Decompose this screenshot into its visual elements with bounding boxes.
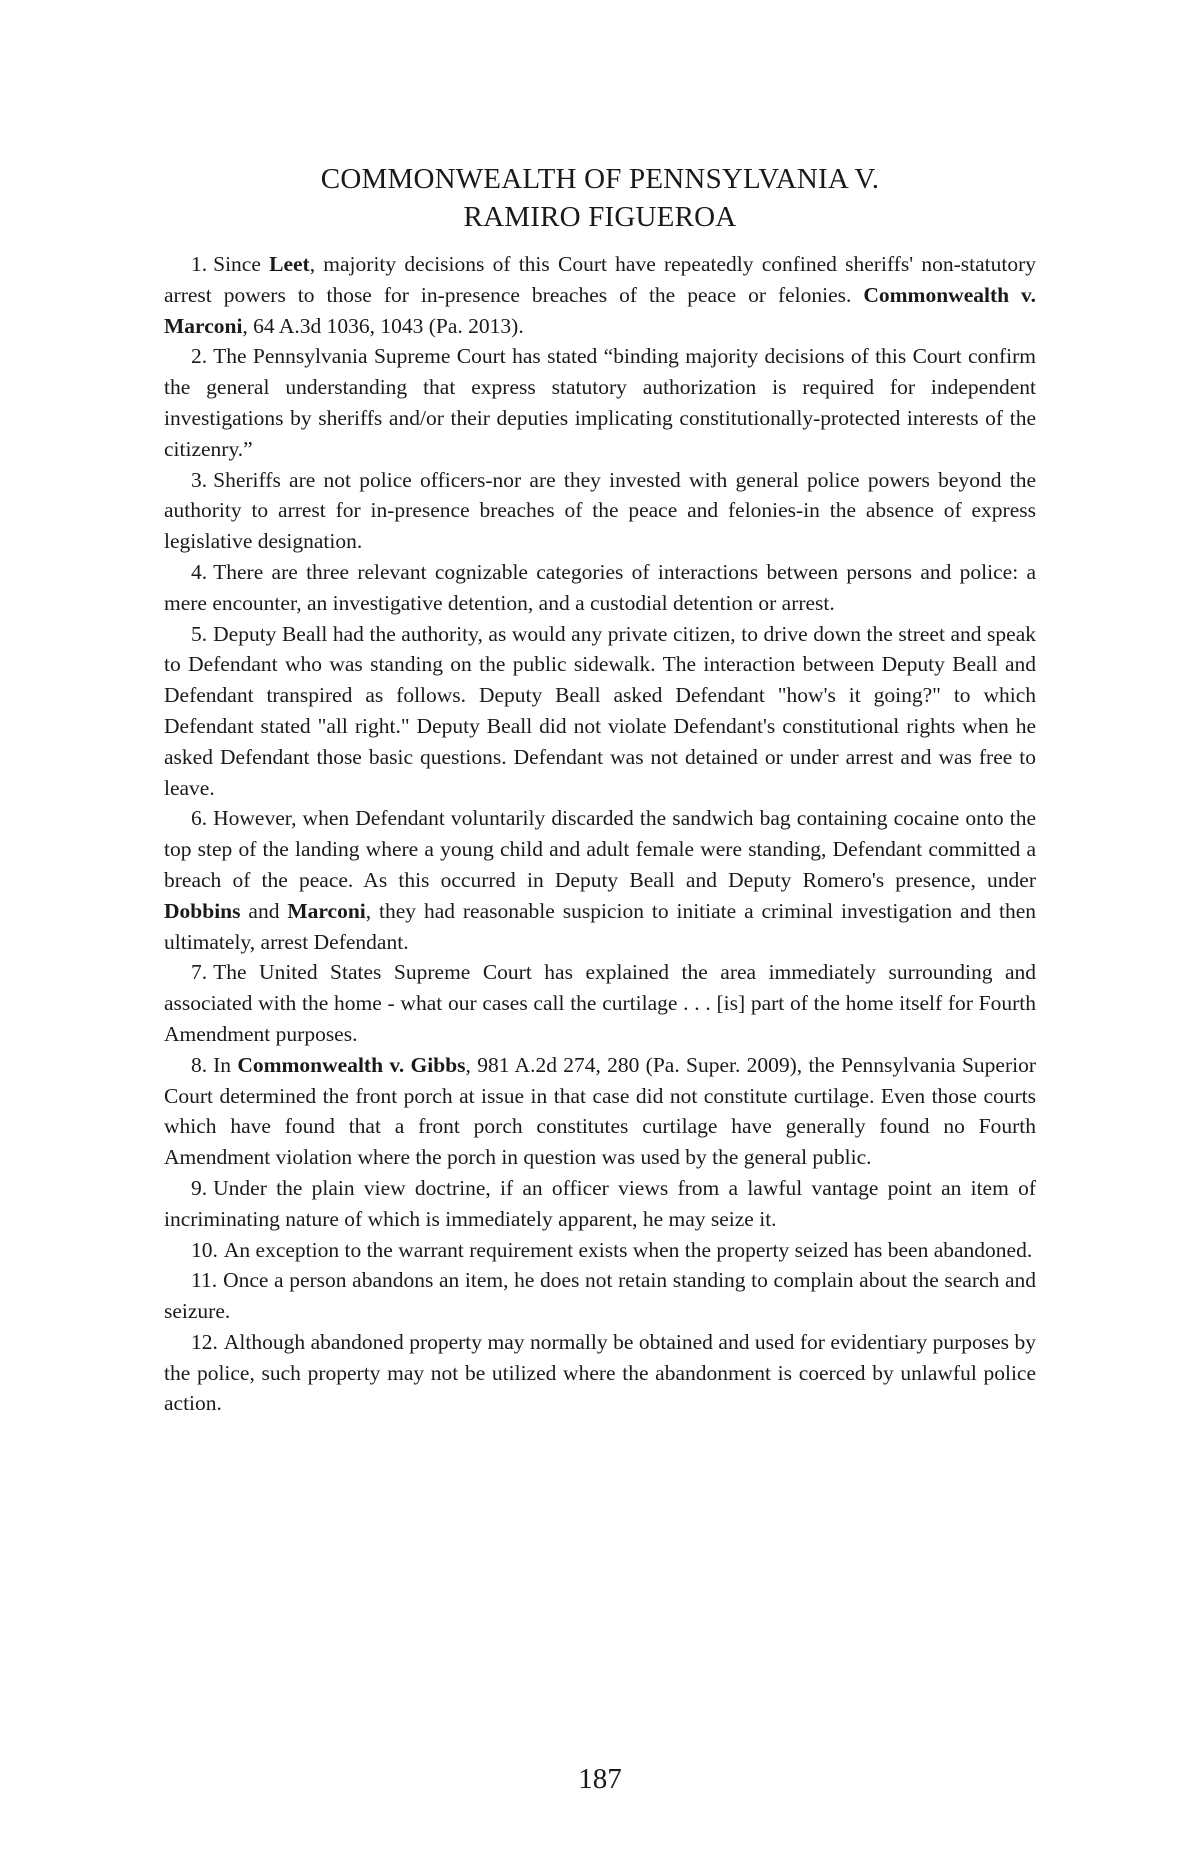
headnote-text: Under the plain view doctrine, if an officer views from a lawful vantage point an item of incriminating nature of which is immediately apparent, he may seize it. [164,1175,1036,1231]
headnote-text: However, when Defendant voluntarily discarded the sandwich bag containing cocaine onto the top step of the landing where a young child and adult female were standing, Defendant committed a breach of the peace. As this occurred in Deputy Beall and Deputy Romero's presence, under [164,806,1036,892]
headnote-number: 9. [191,1175,208,1200]
headnote-number: 8. [191,1052,208,1077]
case-citation: Dobbins [164,898,241,923]
headnote-text: Since [213,252,270,276]
headnote-paragraph [164,1050,1036,1173]
headnote-paragraph [164,803,1036,957]
headnote-text: The Pennsylvania Supreme Court has stated “binding majority decisions of this Court confirm the general understanding that express statutory authorization is required for independent investigations by sheriffs and/or their deputies implicating constitutionally-protected interests of the citizenry.” [164,344,1036,461]
headnote-number: 6. [191,806,208,831]
headnote-paragraph [164,957,1036,1049]
headnote-number: 3. [191,467,208,492]
page-number: 187 [578,1763,622,1795]
headnote-number: 11. [191,1268,218,1293]
headnote-text: , 64 A.3d 1036, 1043 (Pa. 2013). [242,313,524,338]
headnote-number: 7. [191,960,208,985]
headnote-number: 1. [191,252,208,276]
headnote-text: There are three relevant cognizable categories of interactions between persons and police: a mere encounter, an investigative detention, and a custodial detention or arrest. [164,559,1036,615]
headnote-paragraph [164,1173,1036,1235]
headnote-number: 2. [191,344,208,369]
headnote-text: Deputy Beall had the authority, as would any private citizen, to drive down the street and speak to Defendant who was standing on the public sidewalk. The interaction between Deputy Beall and Defendant transpired as follows. Deputy Beall asked Defendant "how's it going?" to which Defendant stated "all right." Deputy Beall did not violate Defendant's constitutional rights when he asked Defendant those basic questions. Defendant was not detained or under arrest and was free to leave. [164,621,1036,800]
headnote-text: , 981 A.2d 274, 280 (Pa. Super. 2009), the Pennsylvania Superior Court determined the front porch at issue in that case did not constitute curtilage. Even those courts which have found that a front porch constitutes curtilage have generally found no Fourth Amendment violation where the porch in question was used by the general public. [164,1052,1036,1170]
case-title-line-2: RAMIRO FIGUEROA [463,201,737,233]
case-citation: Marconi [287,898,366,923]
headnote-paragraph [164,341,1036,464]
headnote-paragraph [164,249,1036,341]
headnote-text: and [240,898,288,923]
headnote-text: Sheriffs are not police officers-nor are they invested with general police powers beyond the authority to arrest for in-presence breaches of the peace and felonies-in the absence of express legislative designation. [164,467,1036,554]
headnote-paragraph [164,465,1036,557]
headnote-paragraph [164,1327,1036,1419]
headnote-paragraph [164,557,1036,619]
case-citation: Leet [269,252,310,276]
headnote-paragraph [164,1265,1036,1327]
headnotes-body [164,249,1036,1419]
headnote-text: An exception to the warrant requirement exists when the property seized has been abandoned. [223,1237,1033,1262]
headnote-paragraph [164,619,1036,804]
headnote-text: Once a person abandons an item, he does not retain standing to complain about the search and seizure. [164,1268,1036,1324]
case-citation: Commonwealth v. Gibbs [237,1052,466,1077]
headnote-number: 4. [191,559,208,584]
headnote-number: 5. [191,621,208,646]
headnote-text: , majority decisions of this Court have repeatedly confined sheriffs' non-statutory arrest powers to those for in-presence breaches of the peace or felonies. [164,252,1036,307]
headnote-text: Although abandoned property may normally be obtained and used for evidentiary purposes by the police, such property may not be utilized where the abandonment is coerced by unlawful police action. [164,1329,1036,1416]
headnote-number: 12. [191,1329,218,1354]
headnote-paragraph [164,1235,1036,1266]
case-title [164,160,1036,236]
headnote-text: The United States Supreme Court has explained the area immediately surrounding and associated with the home - what our cases call the curtilage . . . [is] part of the home itself for Fourth Amendment purposes. [164,960,1036,1046]
case-title-line-1: COMMONWEALTH OF PENNSYLVANIA V. [320,163,880,195]
case-citation: Commonwealth v. Marconi [164,282,1036,338]
headnote-number: 10. [191,1237,218,1262]
headnote-text: , they had reasonable suspicion to initiate a criminal investigation and then ultimately, arrest Defendant. [164,898,1036,954]
headnote-text: In [213,1052,238,1077]
